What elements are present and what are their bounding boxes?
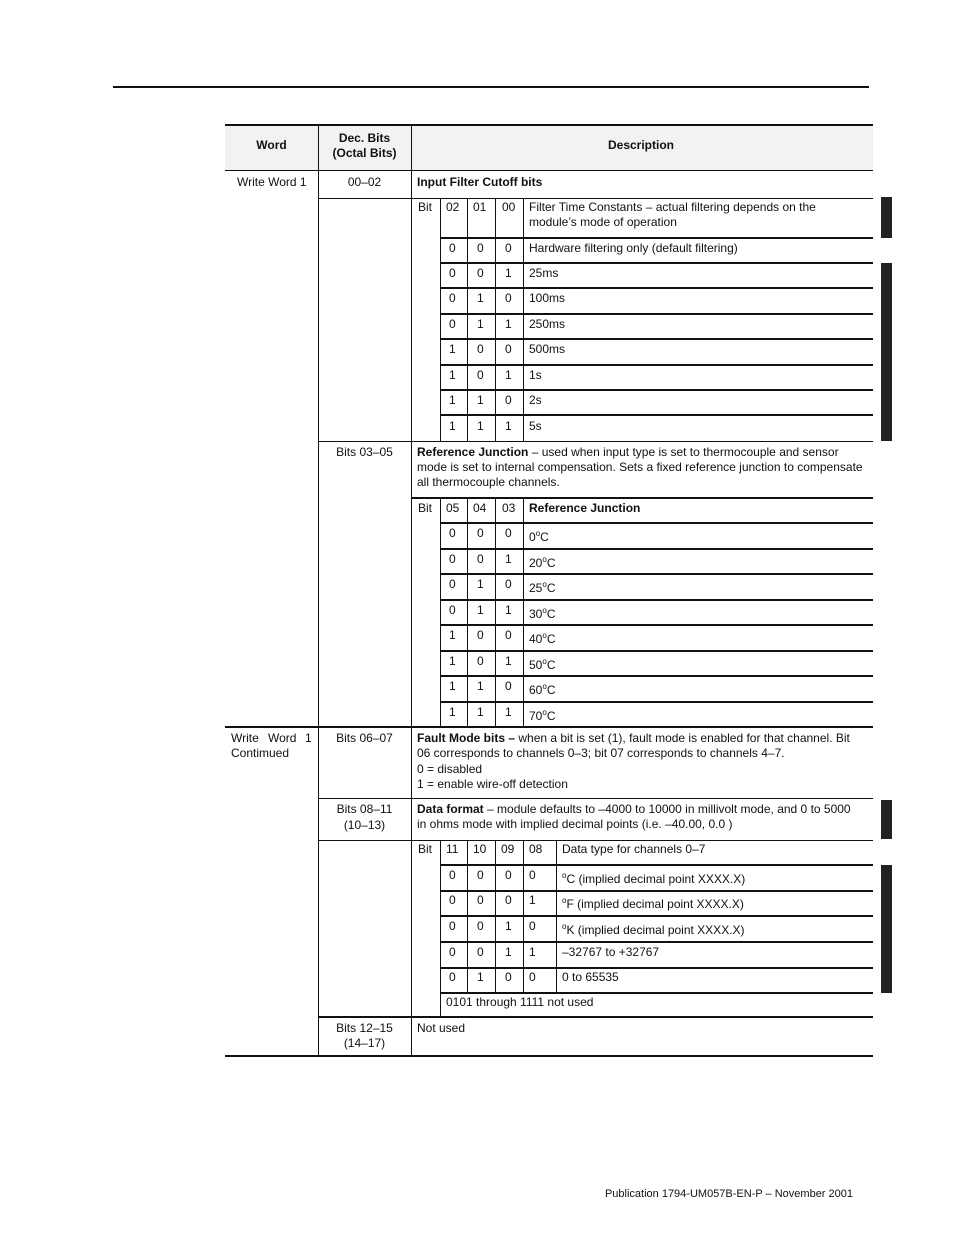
- row-rule: [440, 338, 873, 340]
- ref-temp: [529, 705, 555, 724]
- bit-value: 0: [477, 368, 484, 382]
- bit-value: 0: [449, 919, 456, 933]
- bit-value: 0: [505, 679, 512, 693]
- ref-temp: [529, 603, 555, 622]
- page-top-rule: [113, 86, 869, 88]
- temp-value: 25: [529, 581, 543, 595]
- filter-col-01: 01: [473, 200, 487, 214]
- filter-bit-label: Bit: [418, 200, 433, 214]
- row-rule: [440, 599, 873, 601]
- fault-disabled: 0 = disabled: [417, 762, 483, 776]
- temp-unit: C: [546, 556, 556, 570]
- bit-value: 1: [449, 654, 456, 668]
- bit-value: 1: [477, 705, 484, 719]
- ref-temp: [529, 526, 549, 545]
- bit-value: 1: [505, 603, 512, 617]
- degree-symbol: o: [542, 606, 547, 615]
- degree-symbol: o: [542, 580, 547, 589]
- bit-value: 0: [449, 241, 456, 255]
- not-used-note: 0101 through 1111 not used: [446, 995, 594, 1009]
- filter-desc: 100ms: [529, 291, 566, 305]
- temp-value: 0: [529, 530, 536, 544]
- bit-value: 1: [505, 368, 512, 382]
- ref-desc-header: Reference Junction: [529, 501, 641, 515]
- bit-value: 1: [477, 970, 484, 984]
- bit-value: 1: [477, 603, 484, 617]
- bit-value: 1: [449, 705, 456, 719]
- bit-value: 0: [477, 552, 484, 566]
- data-format-title: Data format: [417, 802, 484, 816]
- data-bit-label: Bit: [418, 842, 433, 856]
- thumb-tab-marker: [881, 263, 892, 441]
- degree-symbol: o: [542, 682, 547, 691]
- data-type-text: C (implied decimal point XXXX.X): [566, 872, 746, 886]
- ref-temp: [529, 577, 555, 596]
- filter-desc: 1s: [529, 368, 542, 382]
- temp-value: 40: [529, 632, 543, 646]
- degree-symbol: o: [562, 871, 567, 880]
- data-col-11: 11: [446, 842, 459, 856]
- thumb-tab-marker: [881, 197, 892, 238]
- row-rule: [440, 414, 873, 416]
- bit-value: 0: [449, 552, 456, 566]
- temp-unit: C: [540, 530, 549, 544]
- ref-col-05: 05: [446, 501, 460, 515]
- data-col-09: 09: [501, 842, 515, 856]
- word-part: 1: [305, 731, 312, 745]
- bit-value: 1: [505, 945, 512, 959]
- bit-value: 0: [505, 893, 512, 907]
- bit-value: 0: [477, 241, 484, 255]
- subtable-divider: [440, 198, 441, 441]
- bit-value: 1: [529, 893, 536, 907]
- data-type-text: F (implied decimal point XXXX.X): [566, 897, 744, 911]
- table-top-rule: [225, 124, 873, 126]
- bit-value: 1: [505, 705, 512, 719]
- degree-symbol: o: [542, 631, 547, 640]
- row-rule: [318, 198, 873, 199]
- row-rule: [440, 864, 873, 866]
- bit-value: 0: [505, 241, 512, 255]
- row-rule: [440, 675, 873, 677]
- bit-value: 0: [505, 577, 512, 591]
- ref-temp: [529, 628, 555, 647]
- bit-value: 1: [477, 679, 484, 693]
- bits-10-13: (10–13): [343, 818, 386, 832]
- filter-desc: 5s: [529, 419, 542, 433]
- row-rule: [411, 497, 873, 499]
- row-rule: [318, 840, 873, 841]
- thumb-tab-marker: [881, 865, 892, 993]
- data-type-text: K (implied decimal point XXXX.X): [566, 923, 745, 937]
- filter-desc-header: Filter Time Constants – actual filtering depends on the module’s mode of operation: [529, 200, 816, 229]
- row-rule: [440, 701, 873, 703]
- data-col-10: 10: [473, 842, 487, 856]
- bit-value: 1: [477, 577, 484, 591]
- bit-value: 1: [505, 266, 512, 280]
- temp-unit: C: [546, 683, 556, 697]
- bit-value: 0: [449, 970, 456, 984]
- bit-value: 0: [529, 868, 536, 882]
- temp-value: 60: [529, 683, 543, 697]
- not-used: Not used: [417, 1021, 466, 1035]
- bit-value: 1: [449, 679, 456, 693]
- filter-desc: Hardware filtering only (default filtering): [529, 241, 738, 255]
- temp-unit: C: [546, 632, 556, 646]
- data-type-desc: 0 to 65535: [562, 970, 619, 984]
- bit-value: 1: [505, 654, 512, 668]
- bit-value: 1: [477, 393, 484, 407]
- column-divider: [318, 125, 319, 1056]
- temp-unit: C: [546, 581, 556, 595]
- bit-value: 0: [449, 577, 456, 591]
- bit-value: 1: [505, 919, 512, 933]
- row-rule: [440, 313, 873, 315]
- subtable-divider: [523, 198, 524, 441]
- subtable-divider: [440, 498, 441, 727]
- subtable-divider: [467, 498, 468, 727]
- filter-desc: 500ms: [529, 342, 566, 356]
- row-rule: [440, 992, 873, 994]
- bit-value: 0: [477, 868, 484, 882]
- bit-value: 0: [477, 266, 484, 280]
- column-divider: [411, 125, 412, 1056]
- row-rule: [440, 967, 873, 969]
- filter-desc: 25ms: [529, 266, 559, 280]
- bit-value: 0: [477, 526, 484, 540]
- bit-value: 0: [505, 526, 512, 540]
- row-rule: [440, 548, 873, 550]
- row-rule: [440, 262, 873, 264]
- bit-value: 0: [505, 393, 512, 407]
- row-rule: [440, 364, 873, 366]
- bit-value: 1: [449, 342, 456, 356]
- row-rule: [440, 915, 873, 917]
- row-rule: [440, 573, 873, 575]
- header-description: Description: [607, 138, 674, 152]
- row-rule: [440, 890, 873, 892]
- bit-value: 0: [449, 868, 456, 882]
- data-desc-header: Data type for channels 0–7: [562, 842, 706, 856]
- bit-value: 0: [477, 342, 484, 356]
- fault-mode-text: when a bit is set (1), fault mode is enabled for that channel. Bit 06 corresponds to channels 0–3; bit 07 corresponds to channels 4–7.: [417, 731, 850, 760]
- filter-desc: 250ms: [529, 317, 566, 331]
- bit-value: 0: [505, 970, 512, 984]
- bit-value: 1: [505, 419, 512, 433]
- ref-col-04: 04: [473, 501, 487, 515]
- header-octal-bits: (Octal Bits): [332, 146, 397, 160]
- temp-value: 50: [529, 658, 543, 672]
- row-rule: [318, 1016, 873, 1018]
- bit-value: 0: [449, 945, 456, 959]
- ref-temp: [529, 552, 555, 571]
- bit-value: 1: [477, 291, 484, 305]
- bit-value: 0: [505, 291, 512, 305]
- degree-symbol: o: [562, 922, 567, 931]
- filter-desc: 2s: [529, 393, 542, 407]
- temp-value: 30: [529, 607, 543, 621]
- temp-unit: C: [546, 709, 556, 723]
- bits-06-07: Bits 06–07: [336, 731, 393, 745]
- row-rule: [440, 650, 873, 652]
- row-rule: [318, 798, 873, 799]
- bit-value: 0: [449, 266, 456, 280]
- subtable-divider: [495, 498, 496, 727]
- input-filter-title: Input Filter Cutoff bits: [417, 175, 543, 189]
- bit-value: 0: [477, 919, 484, 933]
- fault-mode-paragraph: [417, 731, 863, 761]
- bit-value: 0: [505, 868, 512, 882]
- bit-value: 1: [477, 317, 484, 331]
- bit-value: 0: [449, 603, 456, 617]
- word-write-word-1-continued-line2: Contimued: [231, 746, 290, 760]
- temp-value: 20: [529, 556, 543, 570]
- thumb-tab-marker: [881, 800, 892, 839]
- table-bottom-rule: [225, 1055, 873, 1057]
- data-col-08: 08: [529, 842, 543, 856]
- ref-junction-text: – used when input type is set to thermocouple and sensor mode is set to internal compensation. Sets a fixed reference junction to compensate all thermocouple channels.: [417, 445, 863, 489]
- subtable-divider: [495, 198, 496, 441]
- bit-value: 1: [449, 419, 456, 433]
- header-word: Word: [256, 138, 287, 152]
- row-rule: [440, 389, 873, 391]
- bits-03-05: Bits 03–05: [336, 445, 393, 459]
- ref-col-03: 03: [502, 501, 516, 515]
- ref-temp: [529, 654, 555, 673]
- temp-unit: C: [546, 658, 556, 672]
- bit-value: 0: [505, 342, 512, 356]
- degree-symbol: o: [535, 529, 541, 538]
- data-type-desc: –32767 to +32767: [562, 945, 660, 959]
- temp-unit: C: [546, 607, 556, 621]
- row-rule: [440, 624, 873, 626]
- bit-value: 0: [449, 526, 456, 540]
- bit-value: 1: [449, 393, 456, 407]
- row-rule: [440, 941, 873, 943]
- bits-14-17: (14–17): [343, 1036, 386, 1050]
- bit-value: 0: [477, 945, 484, 959]
- filter-col-02: 02: [446, 200, 460, 214]
- subtable-divider: [467, 198, 468, 441]
- word-part: Word: [268, 731, 297, 745]
- bit-value: 0: [505, 628, 512, 642]
- row-rule: [440, 287, 873, 289]
- row-rule: [440, 522, 873, 524]
- header-dec-bits: Dec. Bits: [338, 131, 391, 145]
- data-type-desc: [562, 893, 744, 912]
- bit-value: 1: [505, 317, 512, 331]
- ref-junction-title: Reference Junction: [417, 445, 529, 459]
- row-rule: [440, 237, 873, 239]
- bit-value: 1: [477, 419, 484, 433]
- subtable-divider: [440, 840, 441, 1016]
- row-rule: [225, 726, 873, 728]
- bit-value: 0: [477, 654, 484, 668]
- bit-value: 0: [449, 291, 456, 305]
- bits-00-02: 00–02: [347, 175, 382, 189]
- fault-mode-title: Fault Mode bits –: [417, 731, 516, 745]
- header-bottom-rule: [225, 170, 873, 171]
- bit-value: 0: [449, 317, 456, 331]
- bit-value: 1: [449, 628, 456, 642]
- bit-value: 1: [449, 368, 456, 382]
- subtable-divider: [523, 498, 524, 727]
- bit-value: 1: [529, 945, 536, 959]
- word-write-word-1: Write Word 1: [237, 175, 307, 189]
- bit-value: 1: [505, 552, 512, 566]
- fault-enable: 1 = enable wire-off detection: [417, 777, 568, 791]
- bits-12-15: Bits 12–15: [336, 1021, 393, 1035]
- data-type-desc: [562, 919, 745, 938]
- data-format-text: – module defaults to –4000 to 10000 in millivolt mode, and 0 to 5000 in ohms mode with implied decimal points (i.e. –40.00, 0.0 ): [417, 802, 851, 831]
- bit-value: 0: [477, 893, 484, 907]
- bit-value: 0: [529, 970, 536, 984]
- publication-footer: Publication 1794-UM057B-EN-P – November 2001: [604, 1188, 853, 1200]
- degree-symbol: o: [542, 657, 547, 666]
- filter-col-00: 00: [502, 200, 516, 214]
- bit-value: 0: [477, 628, 484, 642]
- bit-value: 0: [449, 893, 456, 907]
- word-write-word-1-continued-line1: [231, 731, 311, 746]
- ref-temp: [529, 679, 555, 698]
- degree-symbol: o: [562, 896, 567, 905]
- word-part: Write: [231, 731, 259, 745]
- ref-junction-paragraph: [417, 445, 863, 490]
- temp-value: 70: [529, 709, 543, 723]
- bit-value: 0: [529, 919, 536, 933]
- data-format-paragraph: [417, 802, 863, 832]
- degree-symbol: o: [542, 708, 547, 717]
- data-type-desc: [562, 868, 745, 887]
- ref-bit-label: Bit: [418, 501, 433, 515]
- degree-symbol: o: [542, 555, 547, 564]
- bits-08-11: Bits 08–11: [336, 802, 393, 816]
- row-rule: [318, 441, 873, 442]
